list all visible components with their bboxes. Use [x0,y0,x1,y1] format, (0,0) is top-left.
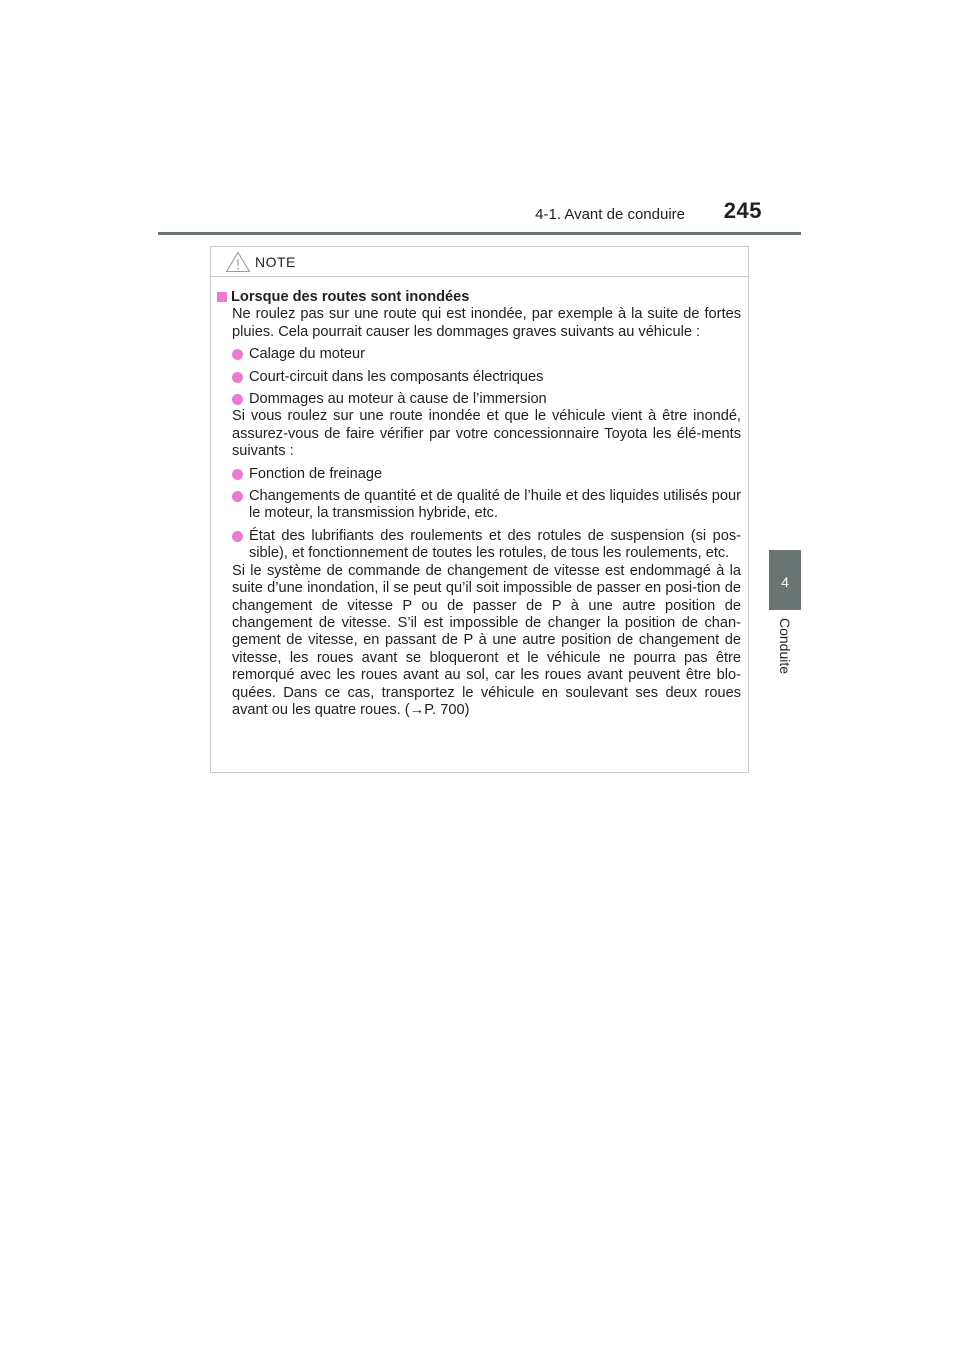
note-title: NOTE [255,254,296,270]
list-item-text: État des lubrifiants des roulements et des rotules de suspension (si pos-sible), et fonctionnement de toutes les rotules, de tous les roulements, etc. [249,527,741,562]
closing-paragraph: Si le système de commande de changement de vitesse est endommagé à la suite d’une inondation, il se peut qu’il soit impossible de passer en posi-tion de changement de vitesse P ou de passer de P à une autre position de changement de vitesse. S’il est impossible de changer la position de chan-gement de vitesse, en passant de P à une autre position de changement de vitesse, les roues avant se bloqueront et le véhicule ne pourra pas être remorqué avec les roues avant au sol, car les roues avant peuvent être blo-quées. Dans ce cas, transportez le véhicule en soulevant ses deux roues avant ou les quatre roues. (→P. 700) [232,562,741,718]
check-intro-paragraph: Si vous roulez sur une route inondée et que le véhicule vient à être inondé, assurez-vous de faire vérifier par votre concessionnaire Toyota les élé-ments suivants : [232,408,741,460]
note-header [211,247,748,277]
section-title: 4-1. Avant de conduire [535,206,685,223]
note-body [211,277,748,719]
list-item-text: Dommages au moteur à cause de l’immersion [249,391,547,408]
list-item-text: Changements de quantité et de qualité de l’huile et des liquides utilisés pour le moteur, la transmission hybride, etc. [249,488,741,522]
list-item [232,528,741,563]
circle-bullet-icon [232,491,243,502]
list-item [232,488,741,523]
square-bullet-icon [217,292,227,302]
circle-bullet-icon [232,394,243,405]
header-rule [158,232,801,235]
list-item [232,346,741,363]
side-tab-number: 4 [781,574,789,590]
list-item-text: Fonction de freinage [249,465,383,482]
circle-bullet-icon [232,372,243,383]
note-heading-text: Lorsque des routes sont inondées [231,289,470,305]
intro-paragraph: Ne roulez pas sur une route qui est inondée, par exemple à la suite de fortes pluies. Cela pourrait causer les dommages graves suivants au véhicule : [232,306,741,340]
circle-bullet-icon [232,469,243,480]
list-item [232,369,741,386]
circle-bullet-icon [232,531,243,542]
note-heading [217,289,741,306]
warning-triangle-icon [225,251,251,273]
list-item [232,466,741,483]
side-tab-label: Conduite [777,618,793,675]
page-number: 245 [723,198,762,223]
list-item-text: Calage du moteur [249,346,366,363]
circle-bullet-icon [232,349,243,360]
list-item-text: Court-circuit dans les composants électriques [249,368,544,385]
note-box [210,246,749,773]
list-item [232,391,741,408]
